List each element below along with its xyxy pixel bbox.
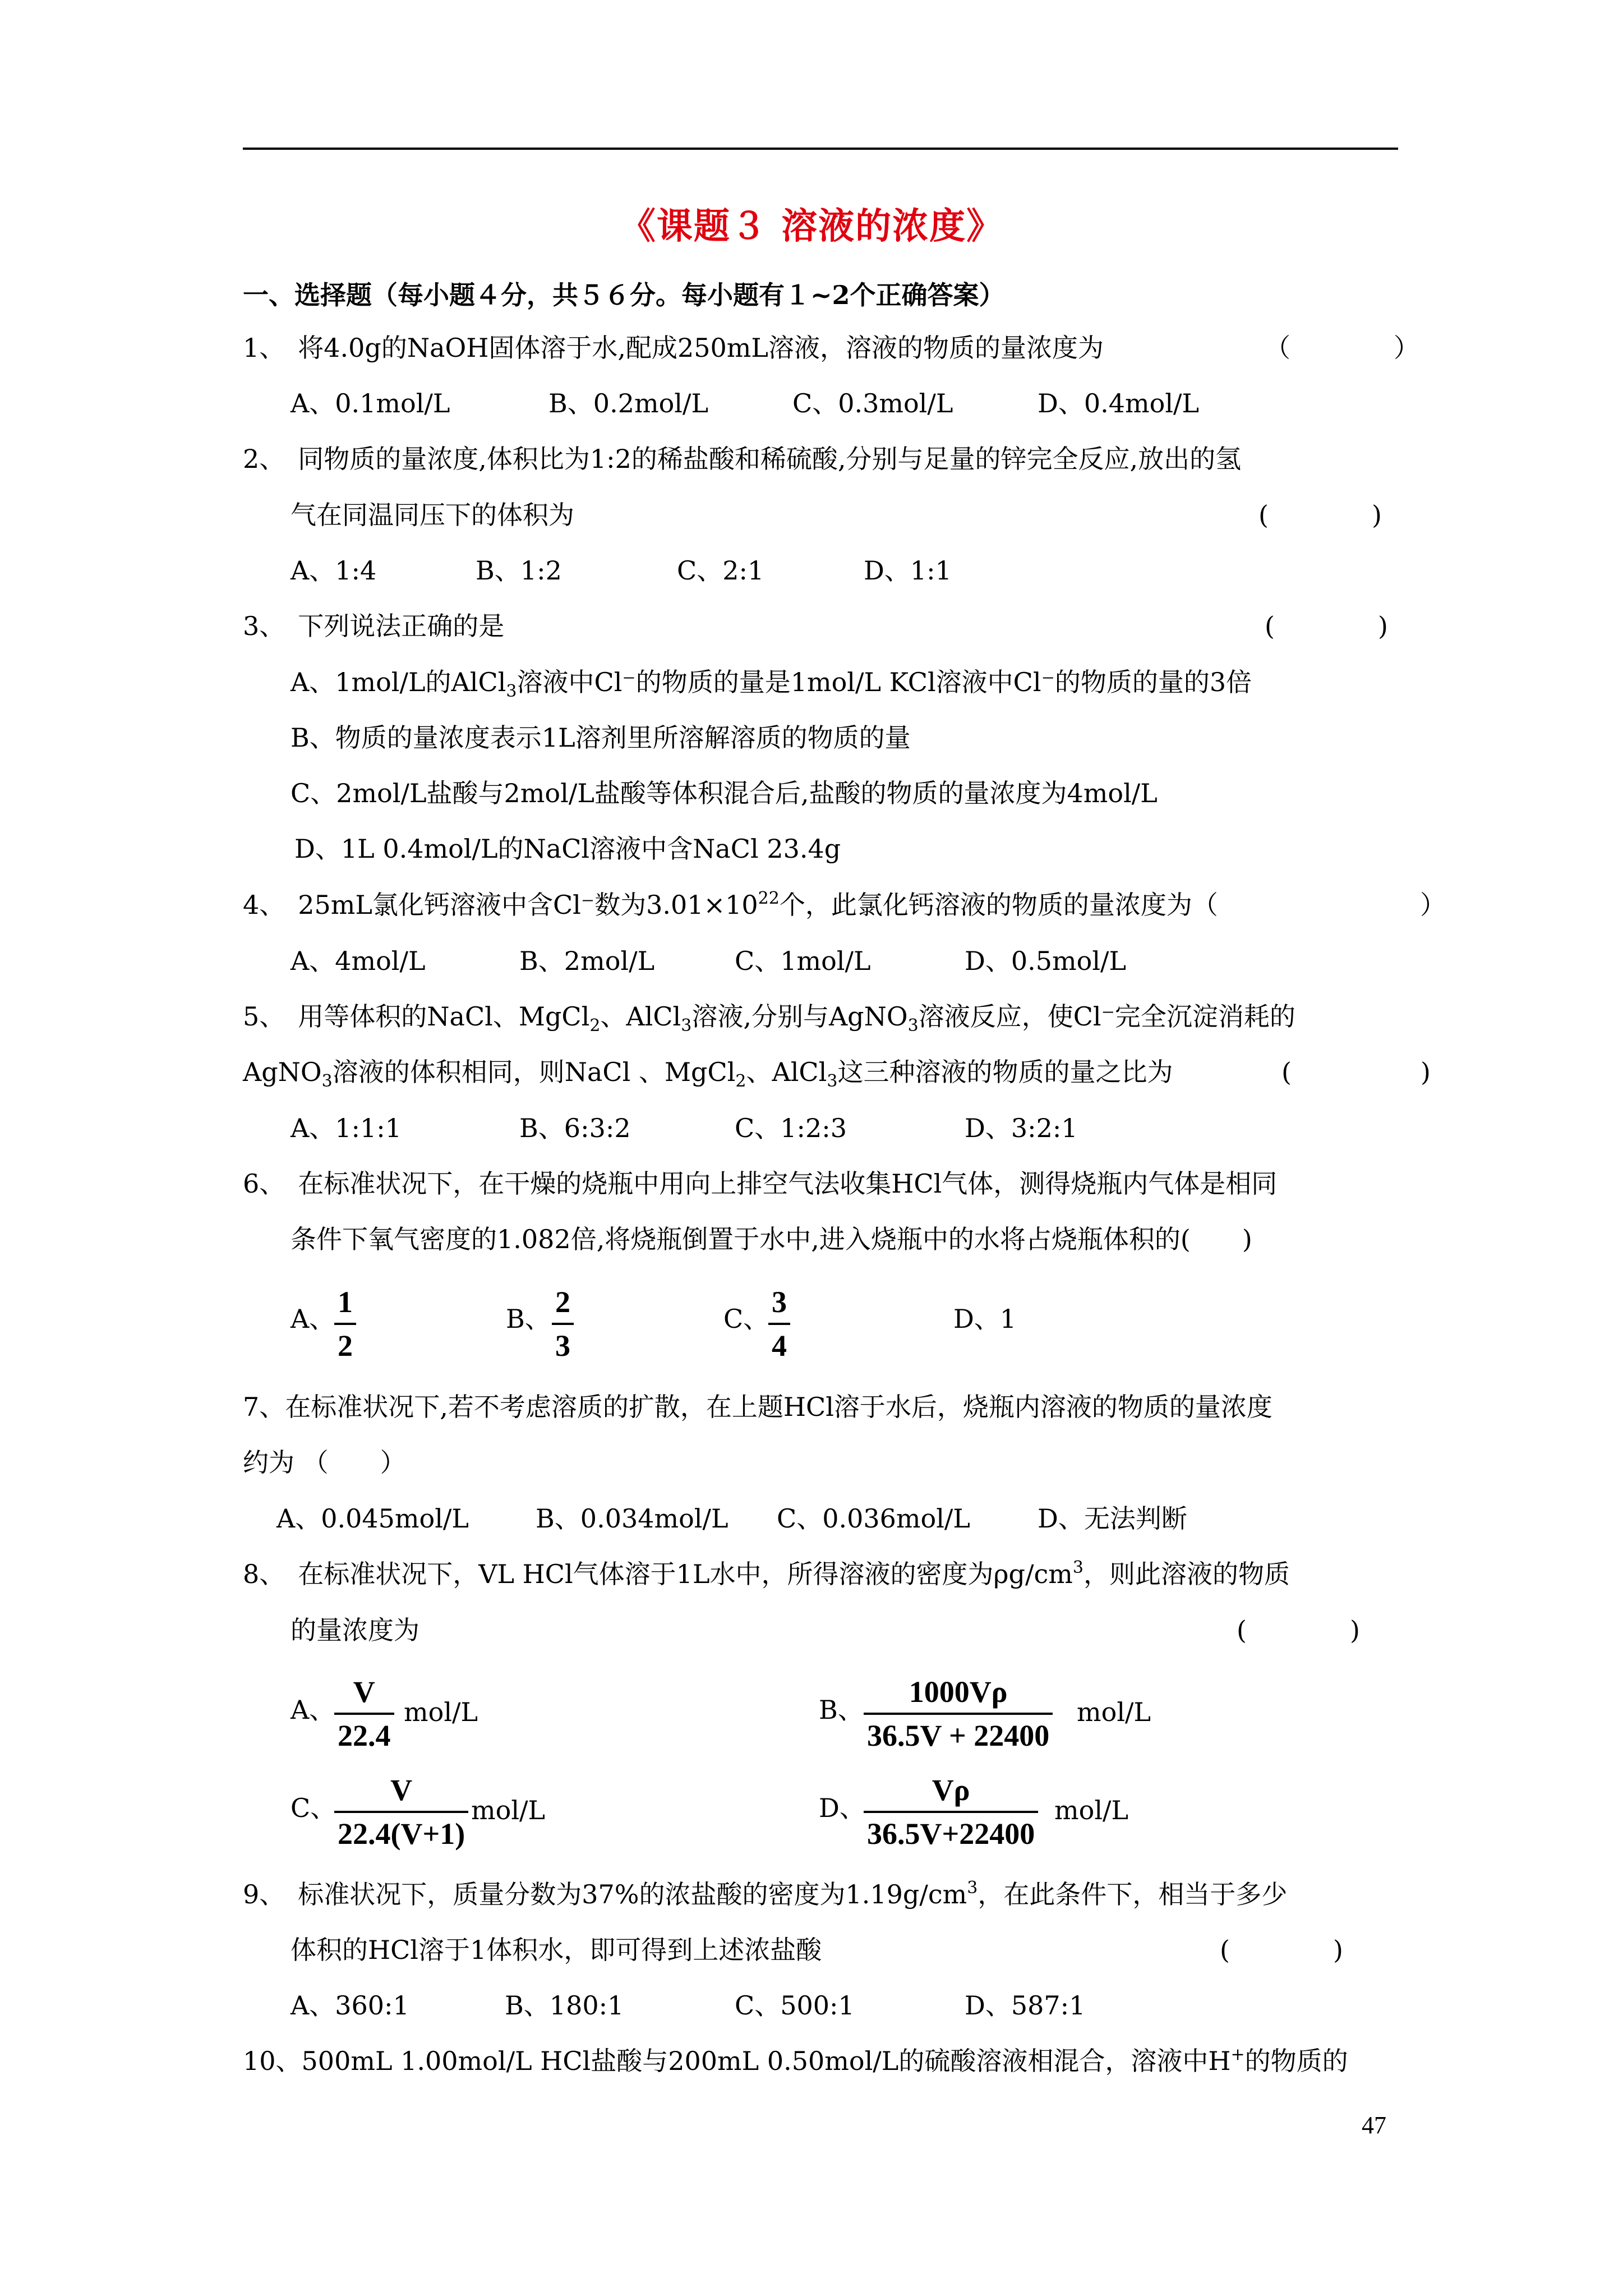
q9-option-c: C、500:1 [735, 1990, 855, 2021]
q2-stem-line1: 2、 同物质的量浓度,体积比为1:2的稀盐酸和稀硫酸,分别与足量的锌完全反应,放出的氢 [243, 444, 1242, 474]
q2-option-d: D、1:1 [864, 555, 952, 586]
q9-option-b: B、180:1 [505, 1990, 624, 2021]
q4-option-a: A、4mol/L [291, 946, 426, 976]
q7-option-a: A、0.045mol/L [276, 1503, 469, 1534]
q8-answer-blank: ( ) [1237, 1615, 1360, 1645]
q5-option-b: B、6:3:2 [519, 1113, 631, 1143]
q2-answer-blank: ( ) [1258, 500, 1382, 530]
q5-stem-line2: AgNO$_3$溶液的体积相同，则NaCl 、MgCl$_2$、AlCl$_3$这三种溶液的物质的量之比为 [243, 1057, 1173, 1091]
q9-stem-line2: 体积的HCl溶于1体积水，即可得到上述浓盐酸 [291, 1935, 822, 1965]
q8-option-b-label: B、 [819, 1695, 864, 1725]
q8-option-c-label: C、 [291, 1793, 336, 1823]
q7-stem-line1: 7、在标准状况下,若不考虑溶质的扩散，在上题HCl溶于水后，烧瓶内溶液的物质的量浓度 [243, 1392, 1272, 1422]
q8-option-c-fraction: V 22.4(V+1) [334, 1773, 468, 1851]
q8-option-a-label: A、 [291, 1695, 335, 1725]
q8-option-d-label: D、 [819, 1793, 865, 1823]
q5-answer-blank: ( ) [1281, 1057, 1431, 1087]
q1-answer-blank: （ ） [1265, 333, 1419, 363]
q1-option-c: C、0.3mol/L [792, 388, 953, 418]
q9-answer-blank: ( ) [1220, 1935, 1343, 1965]
q8-stem-line2: 的量浓度为 [291, 1615, 419, 1645]
q6-option-b-fraction: 2 3 [552, 1285, 574, 1363]
q4-option-d: D、0.5mol/L [965, 946, 1127, 976]
page-title: 《课题３ 溶液的浓度》 [619, 205, 1004, 247]
q5-option-a: A、1:1:1 [291, 1113, 402, 1143]
q6-option-c-label: C、 [723, 1304, 769, 1334]
q7-option-b: B、0.034mol/L [536, 1503, 728, 1534]
q7-option-d: D、无法判断 [1038, 1503, 1187, 1534]
q8-stem-line1: 8、 在标准状况下，VL HCl气体溶于1L水中，所得溶液的密度为$\rho g/cm^3$，则此溶液的物质 [243, 1558, 1290, 1589]
q8-option-c-unit: mol/L [471, 1795, 546, 1825]
q1-option-a: A、0.1mol/L [291, 388, 450, 418]
q6-stem-line1: 6、 在标准状况下，在干燥的烧瓶中用向上排空气法收集HCl气体，测得烧瓶内气体是相同 [243, 1168, 1278, 1199]
q2-option-b: B、1:2 [476, 555, 562, 586]
q4-option-b: B、2mol/L [519, 946, 655, 976]
q8-option-d-unit: mol/L [1054, 1795, 1129, 1825]
header-rule [243, 148, 1398, 150]
q7-option-c: C、0.036mol/L [777, 1503, 970, 1534]
q5-option-d: D、3:2:1 [965, 1113, 1078, 1143]
q5-option-c: C、1:2:3 [735, 1113, 847, 1143]
q4-option-c: C、1mol/L [735, 946, 871, 976]
q2-option-c: C、2:1 [677, 555, 764, 586]
q1-option-d: D、0.4mol/L [1038, 388, 1200, 418]
q4-answer-blank-close: ） [1420, 890, 1446, 920]
q6-stem-line2: 条件下氧气密度的1.082倍,将烧瓶倒置于水中,进入烧瓶中的水将占烧瓶体积的( ) [291, 1224, 1252, 1254]
q7-stem-line2: 约为 （ ） [243, 1447, 406, 1478]
q6-option-c-fraction: 3 4 [768, 1285, 790, 1363]
q3-option-d: D、1L 0.4mol/L的NaCl溶液中含NaCl 23.4g [294, 834, 841, 864]
q6-option-d: D、1 [953, 1304, 1017, 1334]
section-heading: 一、选择题（每小题４分，共５６分。每小题有１~2个正确答案） [243, 280, 1005, 310]
q9-stem-line1: 9、 标准状况下，质量分数为37%的浓盐酸的密度为$1.19g/cm^3$，在此条件下，相当于多少 [243, 1878, 1288, 1910]
q3-answer-blank: ( ) [1265, 611, 1388, 641]
q3-option-a: A、1mol/L的AlCl$_3$溶液中Cl⁻的物质的量是1mol/L KCl溶液中Cl⁻的物质的量的3倍 [291, 667, 1252, 701]
q6-option-a-label: A、 [291, 1304, 335, 1334]
q6-option-b-label: B、 [506, 1304, 551, 1334]
q3-option-b: B、物质的量浓度表示1L溶剂里所溶解溶质的物质的量 [291, 723, 911, 753]
q3-option-c: C、2mol/L盐酸与2mol/L盐酸等体积混合后,盐酸的物质的量浓度为4mol/L [291, 778, 1158, 808]
q9-option-d: D、587:1 [965, 1990, 1086, 2021]
q8-option-b-unit: mol/L [1077, 1697, 1151, 1727]
q4-stem: 4、 25mL氯化钙溶液中含Cl⁻数为$3.01\times 10^{22}$个，此氯化钙溶液的物质的量浓度为（ [243, 889, 1218, 920]
page-number: 47 [1362, 2111, 1386, 2139]
q2-stem-line2: 气在同温同压下的体积为 [291, 500, 574, 530]
q5-stem-line1: 5、 用等体积的NaCl、MgCl$_2$、AlCl$_3$溶液,分别与AgNO$_3$溶液反应，使Cl⁻完全沉淀消耗的 [243, 1001, 1295, 1036]
q9-option-a: A、360:1 [291, 1990, 409, 2021]
q8-option-d-fraction: Vρ 36.5V+22400 [864, 1773, 1038, 1851]
q1-stem: 1、 将4.0g的NaOH固体溶于水,配成250mL溶液，溶液的物质的量浓度为 [243, 333, 1104, 363]
q10-stem: 10、500mL 1.00mol/L HCl盐酸与200mL 0.50mol/L的硫酸溶液相混合，溶液中H+的物质的 [243, 2045, 1348, 2076]
q8-option-a-fraction: V 22.4 [334, 1674, 394, 1753]
q8-option-a-unit: mol/L [404, 1697, 478, 1727]
q1-option-b: B、0.2mol/L [548, 388, 709, 418]
q3-stem: 3、 下列说法正确的是 [243, 611, 505, 641]
q2-option-a: A、1:4 [291, 555, 377, 586]
q6-option-a-fraction: 1 2 [334, 1285, 356, 1363]
q8-option-b-fraction: 1000Vρ 36.5V + 22400 [864, 1674, 1053, 1753]
